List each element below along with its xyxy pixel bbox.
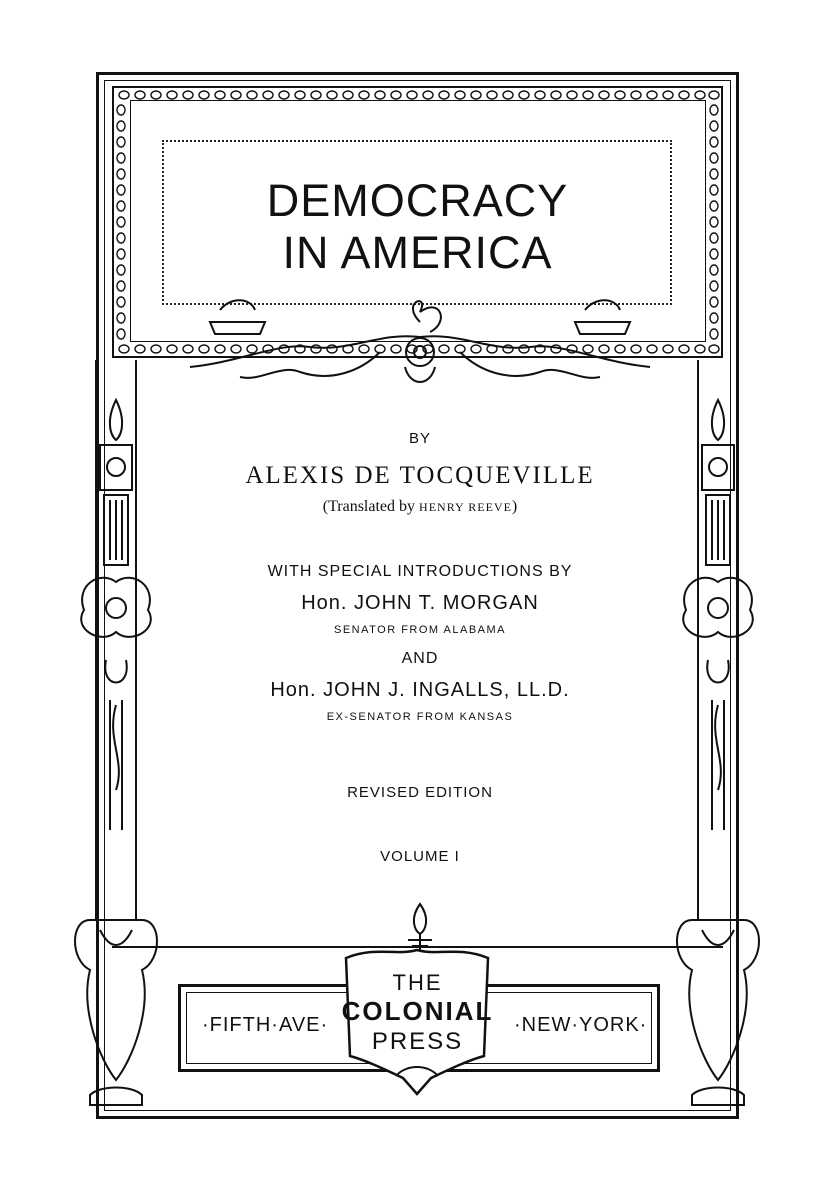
- translator-line: [170, 498, 670, 516]
- and-label: AND: [401, 650, 439, 667]
- name-morgan: JOHN T. MORGAN: [354, 592, 539, 614]
- honorific-ingalls: Hon.: [270, 679, 317, 701]
- translated-prefix: (Translated by: [322, 498, 420, 515]
- honorific-morgan: Hon.: [301, 592, 348, 614]
- address-left: ·FIFTH·AVE·: [198, 1014, 332, 1037]
- introductions-heading: WITH SPECIAL INTRODUCTIONS BY: [267, 563, 573, 580]
- publisher-line1: THE: [392, 970, 443, 995]
- publisher-line3: PRESS: [371, 1028, 464, 1055]
- scroll-ornament: [180, 292, 660, 392]
- position-morgan: SENATOR FROM ALABAMA: [333, 624, 506, 636]
- translator-name: HENRY REEVE: [419, 500, 512, 514]
- translated-suffix: ): [511, 498, 518, 515]
- edition-label: REVISED EDITION: [347, 784, 493, 801]
- author-name: ALEXIS DE TOCQUEVILLE: [245, 462, 595, 489]
- address-right: ·NEW·YORK·: [510, 1014, 651, 1037]
- book-title-line2: IN AMERICA: [282, 227, 553, 278]
- publisher-line2: COLONIAL: [341, 996, 494, 1026]
- book-title-line1: DEMOCRACY: [266, 175, 569, 226]
- introducer-morgan: [170, 592, 670, 615]
- name-ingalls: JOHN J. INGALLS, LL.D.: [323, 679, 570, 701]
- volume-label: VOLUME I: [380, 848, 460, 865]
- introducer-ingalls: [170, 679, 670, 702]
- by-label: BY: [408, 430, 431, 447]
- position-ingalls: EX-SENATOR FROM KANSAS: [326, 711, 514, 723]
